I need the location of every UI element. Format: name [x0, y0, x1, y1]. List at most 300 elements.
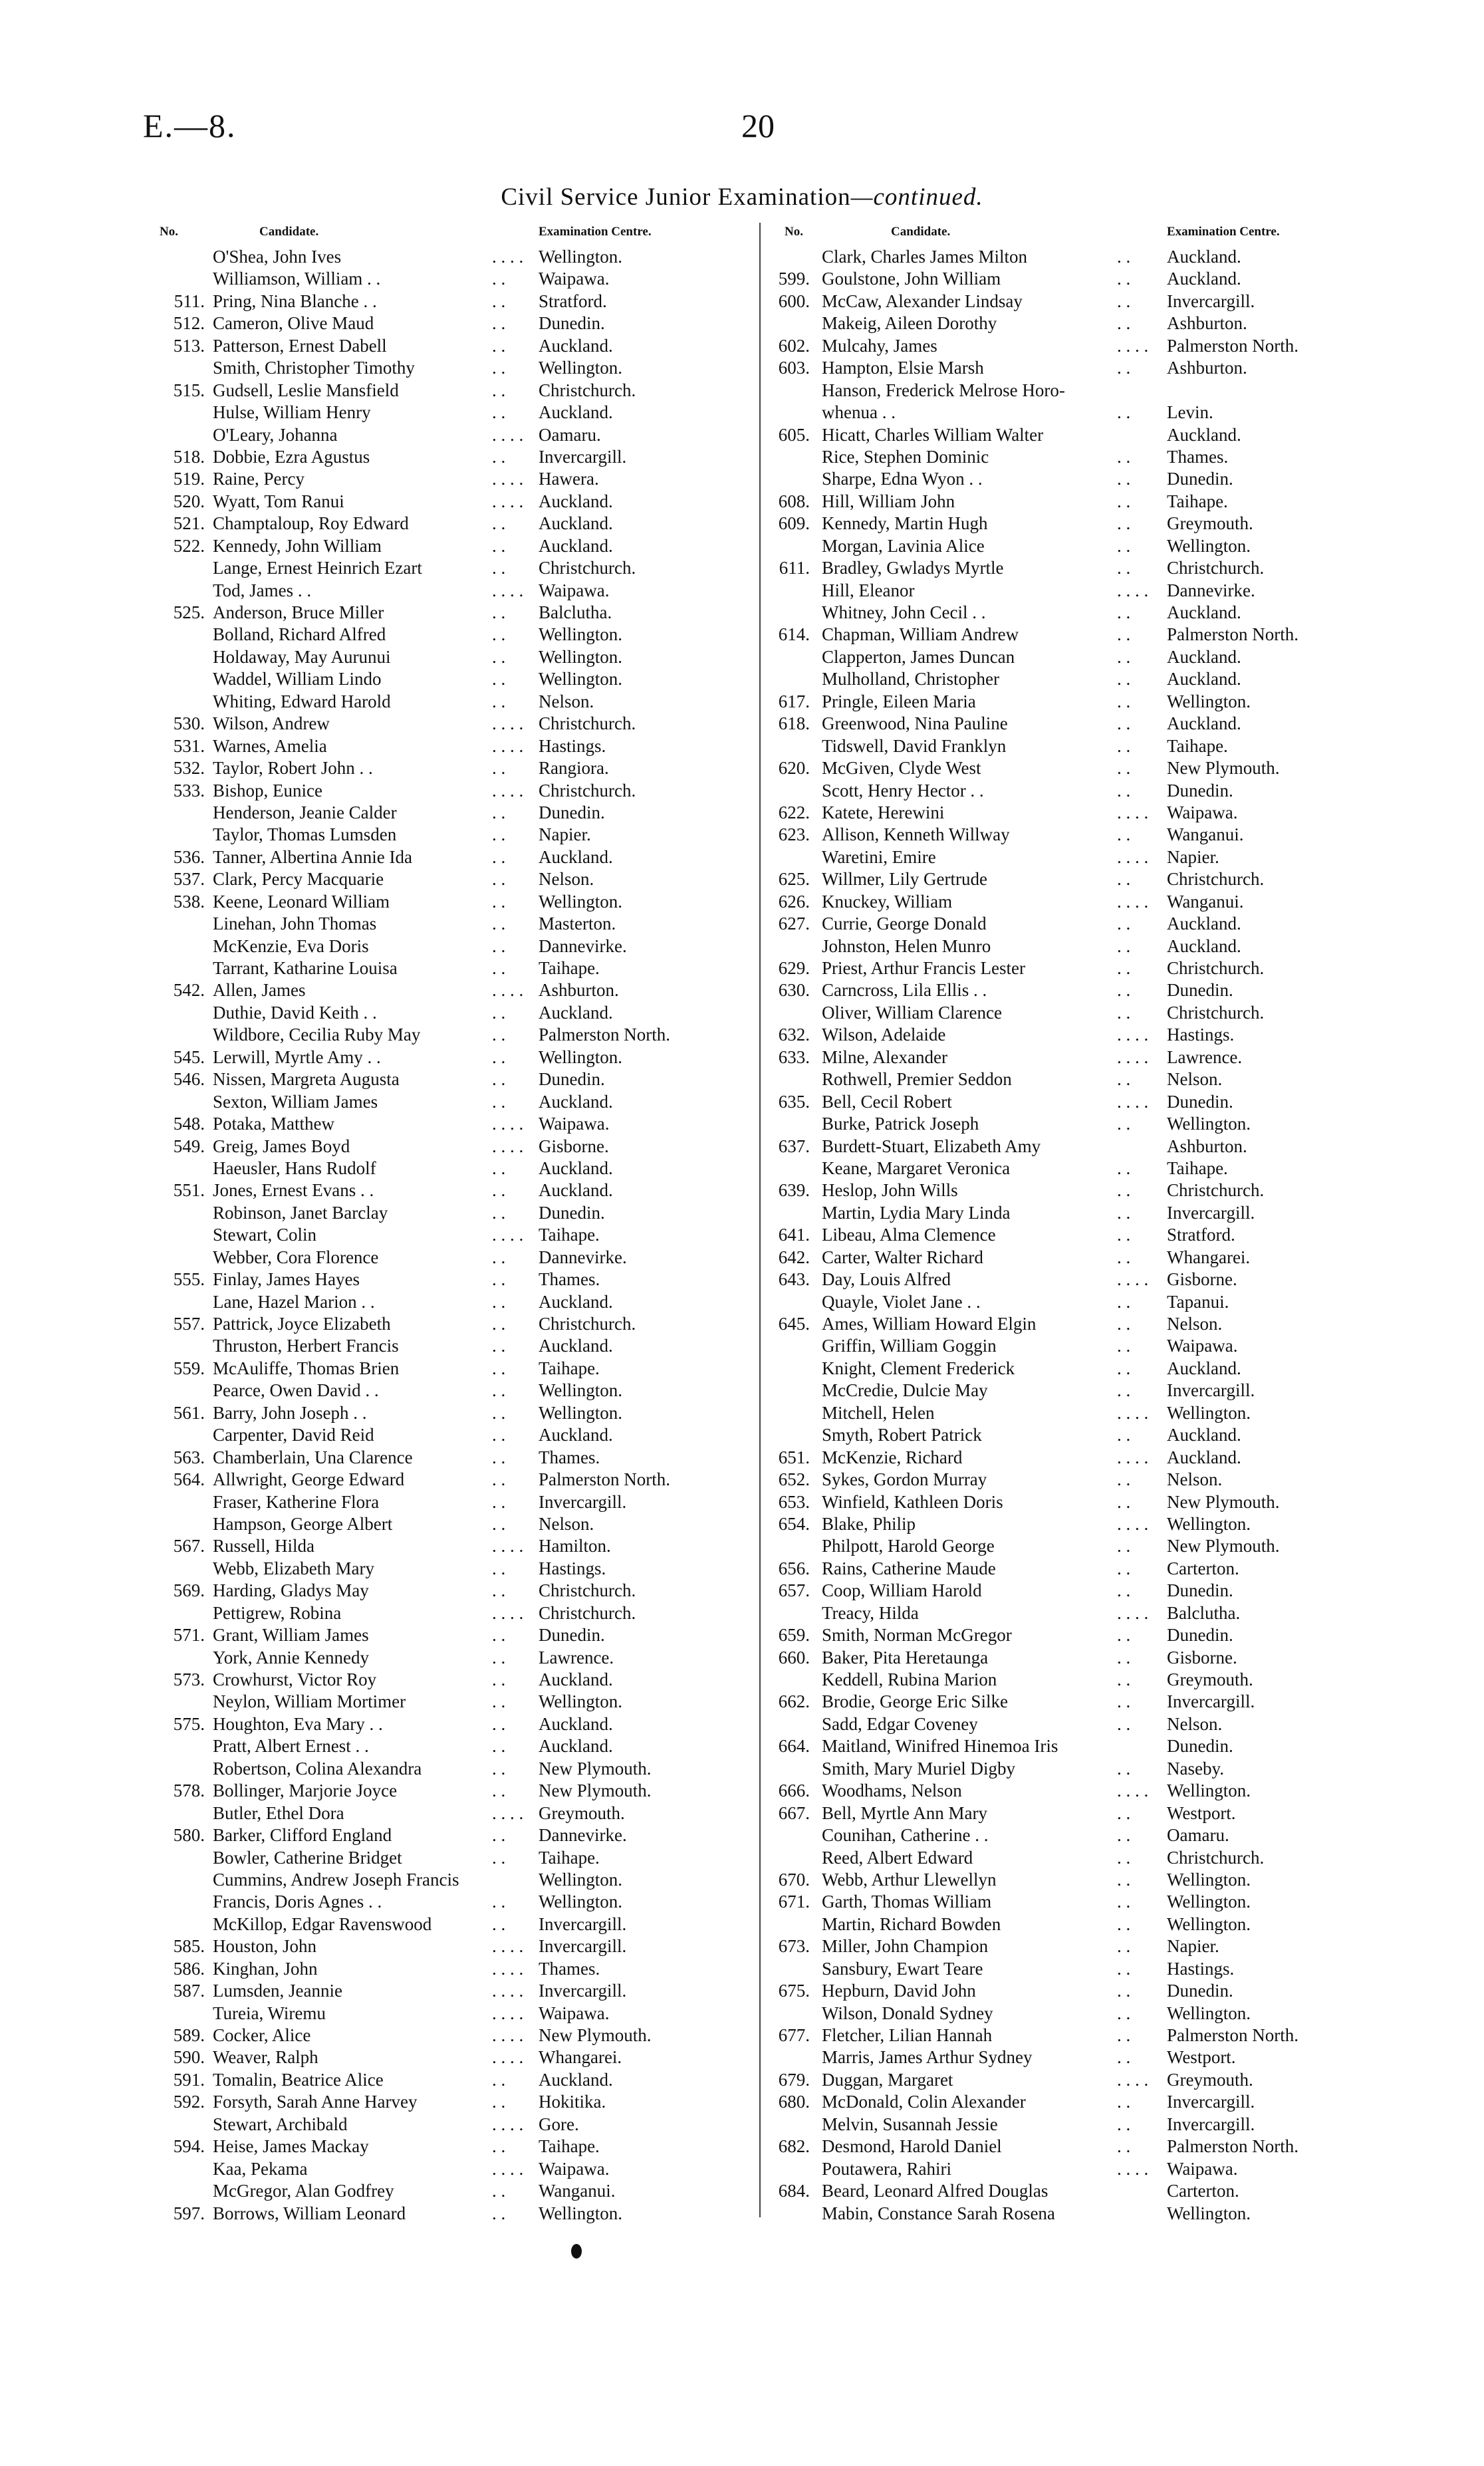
- candidate-name: Fletcher, Lilian Hannah: [822, 2025, 993, 2045]
- candidate-number: 548.: [173, 1114, 205, 1134]
- exam-centre: Dunedin.: [1167, 1091, 1233, 1112]
- candidate-name: Smith, Christopher Timothy: [213, 358, 415, 378]
- exam-centre: Auckland.: [1167, 1447, 1241, 1467]
- exam-centre: Wellington.: [1167, 1781, 1251, 1801]
- table-row: [771, 1335, 1370, 1357]
- candidate-number: 639.: [778, 1180, 810, 1201]
- candidate-name: Sexton, William James: [213, 1091, 378, 1112]
- exam-centre: Wellington.: [1167, 1513, 1251, 1534]
- candidate-number: 675.: [778, 1981, 810, 2001]
- leader-dots: . .: [492, 869, 506, 890]
- exam-centre: Dannevirke.: [539, 935, 627, 956]
- exam-centre: Greymouth.: [1167, 513, 1253, 534]
- exam-centre: Invercargill.: [1167, 1202, 1255, 1223]
- candidate-name: Poutawera, Rahiri: [822, 2158, 951, 2179]
- leader-dots: . .: [1117, 313, 1131, 334]
- leader-dots: . . . .: [492, 735, 524, 756]
- exam-centre: Dunedin.: [1167, 1580, 1233, 1601]
- table-row: [160, 602, 758, 624]
- leader-dots: . .: [1117, 1336, 1131, 1356]
- table-row: [160, 1780, 758, 1802]
- leader-dots: . . . .: [492, 1958, 524, 1979]
- candidate-name: Barry, John Joseph . .: [213, 1402, 367, 1423]
- leader-dots: . . . .: [1117, 802, 1149, 822]
- candidate-name: Tidswell, David Franklyn: [822, 735, 1007, 756]
- leader-dots: . .: [1117, 602, 1131, 622]
- table-row: [771, 1802, 1370, 1824]
- candidate-name: Hampton, Elsie Marsh: [822, 358, 984, 378]
- exam-centre: Auckland.: [1167, 646, 1241, 667]
- table-row: [771, 1624, 1370, 1646]
- leader-dots: . . . .: [1117, 1602, 1149, 1623]
- exam-centre: Auckland.: [539, 2069, 613, 2090]
- table-row: [160, 1047, 758, 1068]
- candidate-name: Nissen, Margreta Augusta: [213, 1069, 400, 1090]
- candidate-name: Bell, Cecil Robert: [822, 1091, 952, 1112]
- candidate-name: Smith, Norman McGregor: [822, 1625, 1012, 1646]
- table-row: [771, 1735, 1370, 1757]
- leader-dots: . .: [492, 1247, 506, 1267]
- exam-centre: Westport.: [1167, 2047, 1236, 2068]
- table-row: [160, 446, 758, 468]
- right-column: [771, 219, 1370, 2225]
- leader-dots: . . . .: [1117, 580, 1149, 600]
- exam-centre: Wellington.: [1167, 535, 1251, 556]
- table-row: [771, 1247, 1370, 1269]
- table-row: [160, 1202, 758, 1224]
- exam-centre: Dannevirke.: [539, 1825, 627, 1846]
- exam-centre: Dannevirke.: [539, 1247, 627, 1267]
- exam-centre: Waipawa.: [539, 580, 610, 600]
- candidate-name: Clark, Charles James Milton: [822, 247, 1027, 267]
- candidate-name: Whiting, Edward Harold: [213, 691, 391, 711]
- leader-dots: . .: [492, 1713, 506, 1734]
- exam-centre: Auckland.: [1167, 914, 1241, 934]
- table-row: [160, 1624, 758, 1646]
- candidate-name: Champtaloup, Roy Edward: [213, 513, 409, 534]
- candidate-name: Lerwill, Myrtle Amy . .: [213, 1047, 381, 1067]
- candidate-name: Mulcahy, James: [822, 335, 937, 356]
- leader-dots: . .: [492, 1314, 506, 1334]
- candidate-number: 573.: [173, 1669, 205, 1689]
- table-row: [771, 1313, 1370, 1335]
- leader-dots: . .: [1117, 735, 1131, 756]
- candidate-number: 567.: [173, 1536, 205, 1556]
- leader-dots: . .: [1117, 713, 1131, 734]
- exam-centre: Wellington.: [1167, 2003, 1251, 2023]
- table-row: [160, 1158, 758, 1179]
- leader-dots: . .: [492, 1402, 506, 1423]
- table-row: [160, 246, 758, 268]
- table-row: [771, 868, 1370, 890]
- candidate-name: Knuckey, William: [822, 891, 953, 912]
- leader-dots: . .: [492, 446, 506, 467]
- leader-dots: . .: [492, 2136, 506, 2157]
- table-row: [160, 1558, 758, 1580]
- candidate-name: Rice, Stephen Dominic: [822, 446, 989, 467]
- candidate-name: Taylor, Robert John . .: [213, 758, 373, 779]
- table-row: [771, 1513, 1370, 1535]
- table-row: [160, 424, 758, 446]
- table-row: [160, 402, 758, 424]
- exam-centre: Waipawa.: [1167, 2158, 1238, 2179]
- candidate-number: 629.: [778, 958, 810, 978]
- leader-dots: . .: [1117, 980, 1131, 1001]
- candidate-number: 645.: [778, 1314, 810, 1334]
- table-row: [771, 624, 1370, 646]
- candidate-name: Hampson, George Albert: [213, 1513, 393, 1534]
- candidate-name: Haeusler, Hans Rudolf: [213, 1158, 376, 1178]
- exam-centre: Wellington.: [539, 1402, 623, 1423]
- exam-centre: Nelson.: [1167, 1469, 1223, 1490]
- exam-centre: Nelson.: [539, 1513, 594, 1534]
- leader-dots: . .: [1117, 558, 1131, 578]
- candidate-number: 531.: [173, 735, 205, 756]
- exam-centre: Nelson.: [1167, 1713, 1223, 1734]
- exam-centre: Dannevirke.: [1167, 580, 1255, 600]
- candidate-name: Barker, Clifford England: [213, 1825, 392, 1846]
- leader-dots: . .: [1117, 1847, 1131, 1868]
- leader-dots: . .: [492, 1892, 506, 1912]
- table-row: [160, 1535, 758, 1557]
- exam-centre: Auckland.: [539, 335, 613, 356]
- candidate-name: Francis, Doris Agnes . .: [213, 1892, 382, 1912]
- candidate-number: 537.: [173, 869, 205, 890]
- leader-dots: . .: [492, 1380, 506, 1401]
- exam-centre: Palmerston North.: [539, 1025, 670, 1045]
- leader-dots: . .: [1117, 1580, 1131, 1601]
- exam-centre: Masterton.: [539, 914, 616, 934]
- table-row: [771, 824, 1370, 846]
- candidate-name: Whitney, John Cecil . .: [822, 602, 986, 622]
- candidate-name: Keane, Margaret Veronica: [822, 1158, 1011, 1178]
- table-row: [160, 1447, 758, 1469]
- table-row: [771, 1580, 1370, 1602]
- leader-dots: . .: [492, 269, 506, 289]
- candidate-number: 666.: [778, 1781, 810, 1801]
- candidate-number: 635.: [778, 1091, 810, 1112]
- table-row: [160, 1380, 758, 1402]
- leader-dots: . .: [492, 1025, 506, 1045]
- candidate-name: Kaa, Pekama: [213, 2158, 308, 2179]
- candidate-name: Webb, Elizabeth Mary: [213, 1558, 374, 1578]
- leader-dots: . .: [1117, 958, 1131, 978]
- table-row: [771, 2025, 1370, 2046]
- exam-centre: Gisborne.: [1167, 1269, 1237, 1290]
- exam-centre: Wellington.: [1167, 1402, 1251, 1423]
- leader-dots: . . . .: [492, 1536, 524, 1556]
- candidate-name: McKenzie, Richard: [822, 1447, 963, 1467]
- table-row: [160, 1469, 758, 1491]
- leader-dots: . .: [492, 1513, 506, 1534]
- table-row: [160, 1002, 758, 1024]
- no-header: No.: [785, 225, 803, 239]
- exam-centre: Waipawa.: [539, 1114, 610, 1134]
- candidate-name: Katete, Herewini: [822, 802, 945, 822]
- leader-dots: . .: [492, 846, 506, 867]
- table-row: [771, 380, 1370, 402]
- table-row: [771, 979, 1370, 1001]
- candidate-number: 682.: [778, 2136, 810, 2157]
- leader-dots: . .: [1117, 1069, 1131, 1090]
- right-column-header: [771, 219, 1370, 246]
- leader-dots: . .: [1117, 1913, 1131, 1934]
- table-row: [771, 1824, 1370, 1846]
- page-number: 20: [741, 107, 775, 144]
- candidate-name: Williamson, William . .: [213, 269, 381, 289]
- exam-centre: Dunedin.: [1167, 980, 1233, 1001]
- candidate-number: 652.: [778, 1469, 810, 1490]
- candidate-number: 605.: [778, 424, 810, 445]
- candidate-name: Cameron, Olive Maud: [213, 313, 374, 334]
- table-row: [160, 891, 758, 913]
- table-row: [160, 668, 758, 690]
- exam-centre: Christchurch.: [539, 1602, 636, 1623]
- exam-centre: Greymouth.: [1167, 2069, 1253, 2090]
- exam-centre: Thames.: [539, 1958, 600, 1979]
- table-row: [771, 1113, 1370, 1135]
- table-row: [160, 2069, 758, 2091]
- exam-centre: Christchurch.: [1167, 558, 1265, 578]
- table-row: [160, 1424, 758, 1446]
- candidate-name: Ames, William Howard Elgin: [822, 1314, 1037, 1334]
- leader-dots: . . . .: [1117, 891, 1149, 912]
- candidate-number: 643.: [778, 1269, 810, 1290]
- leader-dots: . .: [1117, 491, 1131, 511]
- exam-centre: Invercargill.: [539, 1981, 627, 2001]
- exam-centre: Nelson.: [539, 691, 594, 711]
- candidate-name: Martin, Lydia Mary Linda: [822, 1202, 1011, 1223]
- candidate-number: 546.: [173, 1069, 205, 1090]
- candidate-name: Sykes, Gordon Murray: [822, 1469, 987, 1490]
- candidate-number: 608.: [778, 491, 810, 511]
- leader-dots: . .: [492, 291, 506, 311]
- candidate-name: Bell, Myrtle Ann Mary: [822, 1802, 987, 1823]
- table-row: [160, 468, 758, 490]
- leader-dots: . .: [1117, 1981, 1131, 2001]
- candidate-name: Anderson, Bruce Miller: [213, 602, 384, 622]
- candidate-number: 670.: [778, 1869, 810, 1890]
- leader-dots: . .: [492, 758, 506, 779]
- leader-dots: . .: [492, 1825, 506, 1846]
- exam-centre: Christchurch.: [1167, 1002, 1265, 1023]
- exam-centre: New Plymouth.: [1167, 1491, 1280, 1512]
- exam-centre: Christchurch.: [1167, 1847, 1265, 1868]
- exam-centre: Wellington.: [539, 1691, 623, 1712]
- table-row: [771, 1913, 1370, 1935]
- exam-centre: Christchurch.: [1167, 869, 1265, 890]
- table-row: [160, 1802, 758, 1824]
- table-row: [160, 1335, 758, 1357]
- candidate-name: Brodie, George Eric Silke: [822, 1691, 1008, 1712]
- candidate-number: 569.: [173, 1580, 205, 1601]
- exam-centre: Wanganui.: [1167, 891, 1244, 912]
- candidate-name: Raine, Percy: [213, 469, 305, 489]
- candidate-name: Quayle, Violet Jane . .: [822, 1291, 981, 1312]
- table-row: [160, 1179, 758, 1201]
- leader-dots: . .: [1117, 669, 1131, 689]
- leader-dots: . . . .: [492, 2003, 524, 2023]
- table-row: [771, 957, 1370, 979]
- exam-centre: Hastings.: [539, 1558, 606, 1578]
- no-header: No.: [160, 225, 178, 239]
- leader-dots: . .: [492, 335, 506, 356]
- table-row: [160, 1024, 758, 1046]
- candidate-number: 538.: [173, 891, 205, 912]
- candidate-name: Grant, William James: [213, 1625, 369, 1646]
- table-row: [160, 2180, 758, 2202]
- candidate-name: Linehan, John Thomas: [213, 914, 377, 934]
- column-divider: [759, 223, 761, 2217]
- candidate-name: Butler, Ethel Dora: [213, 1802, 344, 1823]
- candidate-number: 632.: [778, 1025, 810, 1045]
- candidate-number: 673.: [778, 1936, 810, 1957]
- leader-dots: . .: [492, 1202, 506, 1223]
- leader-dots: . .: [1117, 247, 1131, 267]
- centre-header: Examination Centre.: [539, 225, 652, 239]
- exam-centre: Taihape.: [539, 1225, 600, 1245]
- table-row: [771, 402, 1370, 424]
- table-row: [160, 1113, 758, 1135]
- candidate-name: Tanner, Albertina Annie Ida: [213, 846, 412, 867]
- leader-dots: . . . .: [1117, 1091, 1149, 1112]
- table-row: [771, 1380, 1370, 1402]
- candidate-name: Greenwood, Nina Pauline: [822, 713, 1008, 734]
- candidate-number: 559.: [173, 1358, 205, 1378]
- candidate-name: Duggan, Margaret: [822, 2069, 953, 2090]
- exam-centre: Hokitika.: [539, 2092, 606, 2112]
- exam-centre: Thames.: [1167, 446, 1229, 467]
- leader-dots: . .: [1117, 824, 1131, 845]
- table-row: [160, 1136, 758, 1158]
- leader-dots: . .: [1117, 646, 1131, 667]
- candidate-name: Libeau, Alma Clemence: [822, 1225, 996, 1245]
- centre-header: Examination Centre.: [1167, 225, 1280, 239]
- table-row: [771, 846, 1370, 868]
- candidate-name: Wilson, Andrew: [213, 713, 330, 734]
- exam-centre: New Plymouth.: [539, 2025, 652, 2045]
- candidate-name: Melvin, Susannah Jessie: [822, 2114, 998, 2134]
- leader-dots: . . . .: [1117, 1402, 1149, 1423]
- candidate-name: Patterson, Ernest Dabell: [213, 335, 387, 356]
- candidate-name: Waretini, Emire: [822, 846, 936, 867]
- leader-dots: . .: [492, 891, 506, 912]
- candidate-name: Pring, Nina Blanche . .: [213, 291, 377, 311]
- table-row: [771, 2091, 1370, 2113]
- table-row: [771, 1558, 1370, 1580]
- table-row: [771, 2203, 1370, 2225]
- table-row: [771, 2046, 1370, 2068]
- leader-dots: . . . .: [1117, 2158, 1149, 2179]
- candidate-name: Rothwell, Premier Seddon: [822, 1069, 1012, 1090]
- leader-dots: . . . .: [492, 1936, 524, 1957]
- exam-centre: Gore.: [539, 2114, 579, 2134]
- candidate-number: 533.: [173, 780, 205, 801]
- candidate-name: McKenzie, Eva Doris: [213, 935, 369, 956]
- table-row: [771, 1669, 1370, 1691]
- leader-dots: . .: [1117, 1314, 1131, 1334]
- exam-centre: Thames.: [539, 1269, 600, 1290]
- leader-dots: . .: [492, 646, 506, 667]
- exam-centre: Auckland.: [1167, 269, 1241, 289]
- candidate-name: Smith, Mary Muriel Digby: [822, 1758, 1015, 1779]
- leader-dots: . .: [1117, 1869, 1131, 1890]
- table-row: [771, 535, 1370, 557]
- candidate-name: Clark, Percy Macquarie: [213, 869, 384, 890]
- leader-dots: . .: [492, 824, 506, 845]
- table-row: [160, 1824, 758, 1846]
- candidate-name: Wilson, Donald Sydney: [822, 2003, 993, 2023]
- table-row: [160, 1269, 758, 1291]
- exam-centre: Napier.: [539, 824, 591, 845]
- leader-dots: . .: [492, 1669, 506, 1689]
- exam-centre: Wellington.: [539, 2203, 623, 2223]
- table-row: [771, 735, 1370, 757]
- leader-dots: . .: [1117, 2136, 1131, 2157]
- left-column: [160, 219, 758, 2225]
- table-row: [160, 1091, 758, 1113]
- leader-dots: . .: [1117, 1247, 1131, 1267]
- candidate-name: Heise, James Mackay: [213, 2136, 369, 2157]
- exam-centre: Wellington.: [1167, 1114, 1251, 1134]
- leader-dots: . .: [1117, 1802, 1131, 1823]
- leader-dots: . .: [492, 1847, 506, 1868]
- table-row: [771, 1491, 1370, 1513]
- exam-centre: Hastings.: [1167, 1958, 1235, 1979]
- candidate-number: 637.: [778, 1136, 810, 1156]
- candidate-name: Sansbury, Ewart Teare: [822, 1958, 983, 1979]
- table-row: [771, 1024, 1370, 1046]
- table-row: [771, 1469, 1370, 1491]
- leader-dots: . .: [1117, 1647, 1131, 1667]
- table-row: [771, 291, 1370, 312]
- candidate-name: Winfield, Kathleen Doris: [822, 1491, 1003, 1512]
- exam-centre: Ashburton.: [1167, 313, 1247, 334]
- leader-dots: . .: [1117, 358, 1131, 378]
- leader-dots: . . . .: [492, 1802, 524, 1823]
- candidate-name: Wildbore, Cecilia Ruby May: [213, 1025, 421, 1045]
- exam-centre: Dunedin.: [539, 313, 605, 334]
- candidate-name: Kennedy, John William: [213, 535, 382, 556]
- candidate-number: 684.: [778, 2181, 810, 2201]
- candidate-name: Waddel, William Lindo: [213, 669, 382, 689]
- leader-dots: . .: [492, 802, 506, 822]
- exam-centre: Oamaru.: [539, 424, 601, 445]
- candidate-name: Stewart, Colin: [213, 1225, 316, 1245]
- candidate-number: 571.: [173, 1625, 205, 1646]
- leader-dots: . .: [492, 691, 506, 711]
- exam-centre: Invercargill.: [1167, 1380, 1255, 1401]
- table-row: [160, 1847, 758, 1869]
- table-row: [771, 1935, 1370, 1957]
- candidate-number: 603.: [778, 358, 810, 378]
- candidate-name: Philpott, Harold George: [822, 1536, 995, 1556]
- table-row: [160, 713, 758, 735]
- table-row: [771, 491, 1370, 513]
- table-row: [160, 1313, 758, 1335]
- table-row: [771, 646, 1370, 668]
- table-row: [771, 1047, 1370, 1068]
- leader-dots: . . . .: [492, 2047, 524, 2068]
- candidate-number: 627.: [778, 914, 810, 934]
- table-row: [160, 624, 758, 646]
- table-row: [160, 802, 758, 824]
- table-row: [160, 2046, 758, 2068]
- candidate-number: 680.: [778, 2092, 810, 2112]
- table-row: [771, 1847, 1370, 1869]
- candidate-name: Johnston, Helen Munro: [822, 935, 991, 956]
- table-row: [771, 1091, 1370, 1113]
